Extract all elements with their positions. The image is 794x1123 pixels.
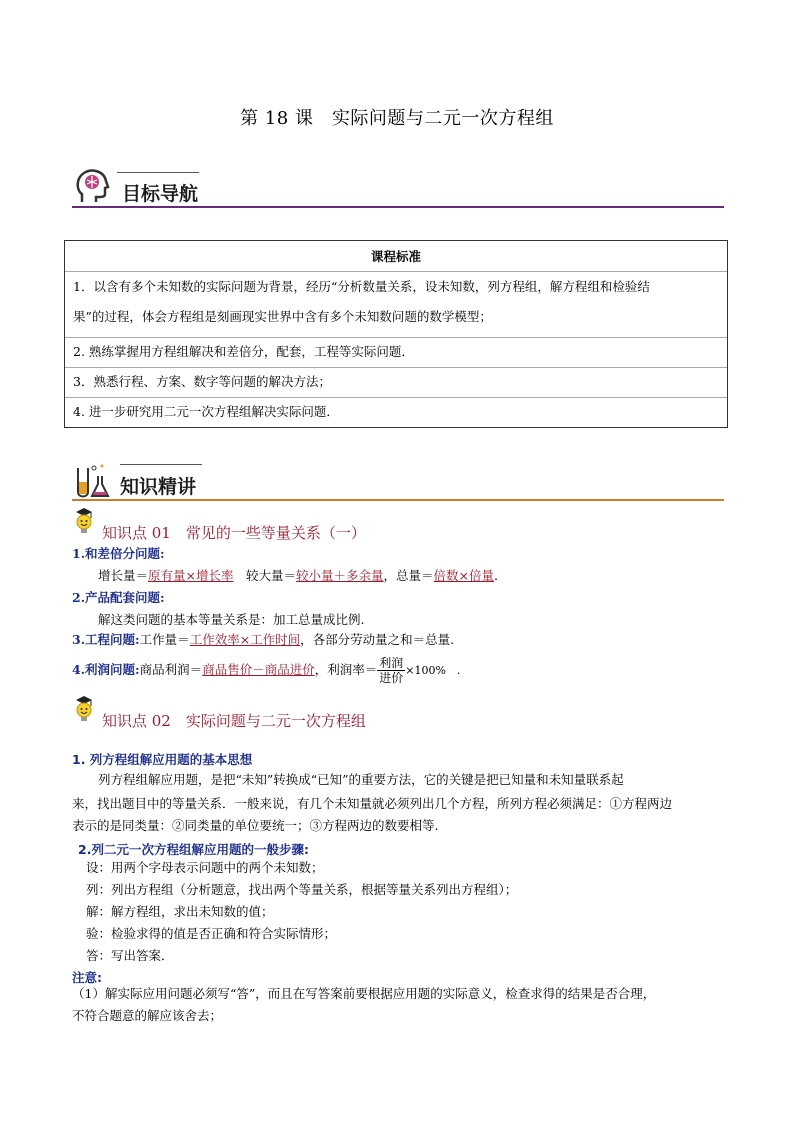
fraction-numerator: 利润 [379, 656, 404, 670]
kp1-line-1 [98, 564, 498, 588]
label-profit: 4.利润问题: [72, 662, 140, 677]
note-line-1: （1）解实际应用问题必须写“答”，而且在写答案前要根据应用题的实际意义，检查求得的结果是否合理， [72, 986, 656, 1001]
text: ×100% . [405, 664, 461, 677]
label-sum-diff: 1.和差倍分问题: [72, 546, 165, 561]
standards-header: 课程标准 [370, 249, 421, 264]
divider-purple [72, 206, 724, 208]
kp1-line-2: 解这类问题的基本等量关系是：加工总量成比例. [98, 612, 365, 627]
divider-short [117, 172, 199, 173]
table-row [65, 367, 727, 389]
section-knowledge-header [72, 460, 724, 504]
kp1-line-1-label [72, 542, 165, 566]
standards-item-4: 4. 进一步研究用二元一次方程组解决实际问题． [73, 404, 339, 419]
fraction [377, 656, 405, 685]
divider-short [120, 464, 202, 465]
kp1-line-4 [72, 656, 460, 685]
kp2-para1-line2: 来，找出题目中的等量关系．一般来说，有几个未知量就必须列出几个方程，所列方程必须满足：①方程两边 [72, 796, 673, 811]
text: 较大量＝ [233, 568, 297, 583]
text: ，总量＝ [383, 568, 434, 583]
section-title-knowledge: 知识精讲 [120, 476, 197, 498]
head-brain-icon [74, 168, 110, 206]
table-row [65, 337, 727, 359]
knowledge-point-01-title: 知识点 01 常见的一些等量关系（一） [102, 524, 366, 542]
note-line-2: 不符合题意的解应该舍去； [72, 1008, 223, 1023]
underlined-formula: 倍数×倍量 [433, 568, 495, 583]
kp2-para1-line3: 表示的是同类量：②同类量的单位要统一；③方程两边的数要相等. [72, 818, 439, 833]
knowledge-point-02-title: 知识点 02 实际问题与二元一次方程组 [102, 712, 366, 730]
page-title: 第 18 课 实际问题与二元一次方程组 [240, 108, 554, 129]
underlined-formula: 较小量＋多余量 [296, 568, 384, 583]
table-row [65, 397, 727, 419]
kp1-line-2-label [72, 586, 165, 610]
fraction-denominator: 进价 [379, 671, 404, 685]
kp2-heading-2: 2.列二元一次方程组解应用题的一般步骤: [78, 842, 309, 857]
step-item: 验：检验求得的值是否正确和符合实际情形； [86, 926, 337, 941]
knowledge-point-02 [72, 692, 736, 1032]
divider-orange [72, 499, 724, 501]
section-goal-header [72, 166, 724, 210]
step-item: 答：写出答案． [86, 948, 174, 963]
lightbulb-icon [72, 504, 96, 536]
text: . [494, 568, 499, 583]
step-item: 设：用两个字母表示问题中的两个未知数； [86, 860, 324, 875]
kp2-heading-1: 1. 列方程组解应用题的基本思想 [72, 752, 253, 767]
underlined-formula: 原有量×增长率 [148, 568, 234, 583]
standards-item-3: 3．熟悉行程、方案、数字等问题的解决方法； [73, 374, 331, 389]
note-label: 注意: [72, 970, 102, 985]
underlined-formula: 商品售价－商品进价 [202, 662, 315, 677]
standards-item-2: 2. 熟练掌握用方程组解决和差倍分，配套，工程等实际问题． [73, 344, 414, 359]
underlined-formula: 工作效率×工作时间 [189, 632, 301, 647]
step-item: 解：解方程组，求出未知数的值； [86, 904, 274, 919]
lightbulb-icon [72, 692, 96, 724]
text: ，利润率＝ [314, 662, 378, 677]
section-title-goal: 目标导航 [122, 183, 199, 205]
knowledge-point-01 [72, 504, 732, 694]
course-standards-table [64, 240, 728, 428]
text: ，各部分劳动量之和＝总量. [300, 632, 455, 647]
table-row [65, 271, 727, 324]
flask-icon [72, 462, 112, 500]
text: 增长量＝ [98, 568, 149, 583]
standards-item-1b: 果”的过程，体会方程组是刻画现实世界中含有多个未知数问题的数学模型； [73, 309, 492, 324]
kp2-para1-line1: 列方程组解应用题，是把“未知”转换成“已知”的重要方法，它的关键是把已知量和未知量联系起 [98, 772, 624, 787]
label-engineering: 3.工程问题: [72, 632, 140, 647]
label-product-match: 2.产品配套问题: [72, 590, 165, 605]
text: 商品利润＝ [139, 662, 203, 677]
kp1-line-3 [72, 628, 454, 652]
standards-item-1a: 1．以含有多个未知数的实际问题为背景，经历“分析数量关系，设未知数，列方程组，解方程组和检验结 [73, 279, 650, 294]
step-item: 列：列出方程组（分析题意，找出两个等量关系，根据等量关系列出方程组）； [86, 882, 518, 897]
text: 工作量＝ [139, 632, 190, 647]
